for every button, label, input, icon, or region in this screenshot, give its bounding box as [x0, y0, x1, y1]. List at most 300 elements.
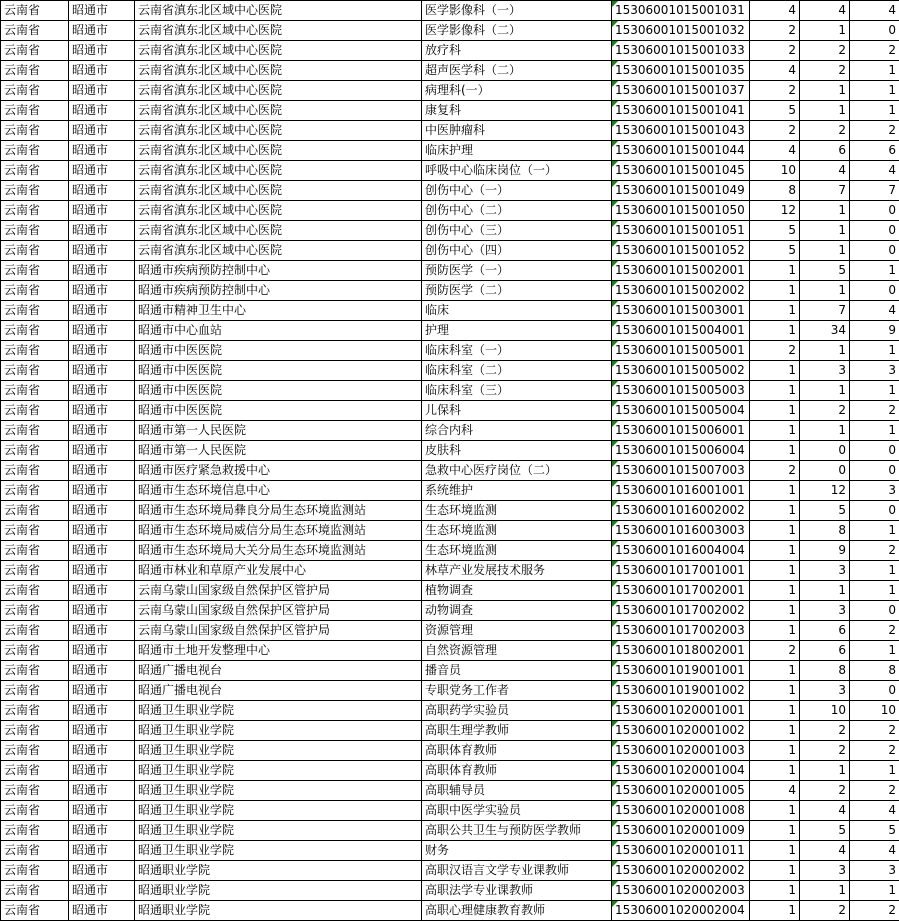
approved-cell[interactable]: 0	[850, 461, 899, 481]
province-cell[interactable]: 云南省	[1, 441, 69, 461]
unit-cell[interactable]: 昭通卫生职业学院	[135, 781, 422, 801]
city-cell[interactable]: 昭通市	[69, 821, 135, 841]
city-cell[interactable]: 昭通市	[69, 401, 135, 421]
unit-cell[interactable]: 昭通市医疗紧急救援中心	[135, 461, 422, 481]
code-cell[interactable]: 15306001015007003	[612, 461, 750, 481]
position-cell[interactable]: 高职体育教师	[422, 741, 612, 761]
city-cell[interactable]: 昭通市	[69, 581, 135, 601]
planned-count-cell[interactable]: 4	[750, 61, 800, 81]
province-cell[interactable]: 云南省	[1, 541, 69, 561]
applicants-cell[interactable]: 3	[800, 561, 850, 581]
province-cell[interactable]: 云南省	[1, 581, 69, 601]
city-cell[interactable]: 昭通市	[69, 621, 135, 641]
position-cell[interactable]: 高职辅导员	[422, 781, 612, 801]
position-cell[interactable]: 预防医学（一）	[422, 261, 612, 281]
applicants-cell[interactable]: 1	[800, 381, 850, 401]
code-cell[interactable]: 15306001015001037	[612, 81, 750, 101]
code-cell[interactable]: 15306001015001032	[612, 21, 750, 41]
applicants-cell[interactable]: 0	[800, 441, 850, 461]
code-cell[interactable]: 15306001015005004	[612, 401, 750, 421]
applicants-cell[interactable]: 2	[800, 41, 850, 61]
approved-cell[interactable]: 2	[850, 721, 899, 741]
applicants-cell[interactable]: 4	[800, 161, 850, 181]
applicants-cell[interactable]: 1	[800, 581, 850, 601]
approved-cell[interactable]: 0	[850, 441, 899, 461]
unit-cell[interactable]: 昭通广播电视台	[135, 681, 422, 701]
applicants-cell[interactable]: 0	[800, 461, 850, 481]
approved-cell[interactable]: 4	[850, 841, 899, 861]
city-cell[interactable]: 昭通市	[69, 881, 135, 901]
applicants-cell[interactable]: 1	[800, 881, 850, 901]
applicants-cell[interactable]: 1	[800, 421, 850, 441]
province-cell[interactable]: 云南省	[1, 301, 69, 321]
applicants-cell[interactable]: 5	[800, 261, 850, 281]
code-cell[interactable]: 15306001020001009	[612, 821, 750, 841]
planned-count-cell[interactable]: 1	[750, 901, 800, 921]
applicants-cell[interactable]: 2	[800, 901, 850, 921]
unit-cell[interactable]: 云南省滇东北区域中心医院	[135, 121, 422, 141]
applicants-cell[interactable]: 1	[800, 341, 850, 361]
city-cell[interactable]: 昭通市	[69, 281, 135, 301]
planned-count-cell[interactable]: 1	[750, 581, 800, 601]
unit-cell[interactable]: 昭通市中医医院	[135, 361, 422, 381]
unit-cell[interactable]: 云南省滇东北区域中心医院	[135, 241, 422, 261]
unit-cell[interactable]: 云南乌蒙山国家级自然保护区管护局	[135, 581, 422, 601]
applicants-cell[interactable]: 6	[800, 621, 850, 641]
approved-cell[interactable]: 4	[850, 161, 899, 181]
position-cell[interactable]: 动物调查	[422, 601, 612, 621]
position-cell[interactable]: 高职生理学教师	[422, 721, 612, 741]
code-cell[interactable]: 15306001015005002	[612, 361, 750, 381]
province-cell[interactable]: 云南省	[1, 361, 69, 381]
planned-count-cell[interactable]: 1	[750, 301, 800, 321]
planned-count-cell[interactable]: 4	[750, 781, 800, 801]
planned-count-cell[interactable]: 1	[750, 381, 800, 401]
code-cell[interactable]: 15306001015001041	[612, 101, 750, 121]
unit-cell[interactable]: 云南乌蒙山国家级自然保护区管护局	[135, 601, 422, 621]
city-cell[interactable]: 昭通市	[69, 161, 135, 181]
province-cell[interactable]: 云南省	[1, 661, 69, 681]
unit-cell[interactable]: 昭通市第一人民医院	[135, 421, 422, 441]
position-cell[interactable]: 财务	[422, 841, 612, 861]
code-cell[interactable]: 15306001016003003	[612, 521, 750, 541]
unit-cell[interactable]: 昭通市疾病预防控制中心	[135, 261, 422, 281]
planned-count-cell[interactable]: 1	[750, 741, 800, 761]
approved-cell[interactable]: 5	[850, 821, 899, 841]
position-cell[interactable]: 专职党务工作者	[422, 681, 612, 701]
province-cell[interactable]: 云南省	[1, 821, 69, 841]
city-cell[interactable]: 昭通市	[69, 1, 135, 21]
approved-cell[interactable]: 10	[850, 701, 899, 721]
province-cell[interactable]: 云南省	[1, 681, 69, 701]
applicants-cell[interactable]: 2	[800, 61, 850, 81]
city-cell[interactable]: 昭通市	[69, 381, 135, 401]
province-cell[interactable]: 云南省	[1, 641, 69, 661]
applicants-cell[interactable]: 6	[800, 141, 850, 161]
position-cell[interactable]: 临床科室（一）	[422, 341, 612, 361]
city-cell[interactable]: 昭通市	[69, 721, 135, 741]
position-cell[interactable]: 创伤中心（三）	[422, 221, 612, 241]
code-cell[interactable]: 15306001020001001	[612, 701, 750, 721]
province-cell[interactable]: 云南省	[1, 901, 69, 921]
city-cell[interactable]: 昭通市	[69, 181, 135, 201]
position-cell[interactable]: 临床	[422, 301, 612, 321]
position-cell[interactable]: 自然资源管理	[422, 641, 612, 661]
province-cell[interactable]: 云南省	[1, 801, 69, 821]
city-cell[interactable]: 昭通市	[69, 541, 135, 561]
applicants-cell[interactable]: 3	[800, 681, 850, 701]
province-cell[interactable]: 云南省	[1, 21, 69, 41]
approved-cell[interactable]: 0	[850, 221, 899, 241]
applicants-cell[interactable]: 5	[800, 821, 850, 841]
code-cell[interactable]: 15306001015006001	[612, 421, 750, 441]
planned-count-cell[interactable]: 1	[750, 821, 800, 841]
unit-cell[interactable]: 昭通市生态环境局彝良分局生态环境监测站	[135, 501, 422, 521]
applicants-cell[interactable]: 2	[800, 741, 850, 761]
code-cell[interactable]: 15306001015001044	[612, 141, 750, 161]
province-cell[interactable]: 云南省	[1, 321, 69, 341]
applicants-cell[interactable]: 1	[800, 21, 850, 41]
unit-cell[interactable]: 云南省滇东北区域中心医院	[135, 101, 422, 121]
city-cell[interactable]: 昭通市	[69, 601, 135, 621]
planned-count-cell[interactable]: 1	[750, 361, 800, 381]
code-cell[interactable]: 15306001017002001	[612, 581, 750, 601]
city-cell[interactable]: 昭通市	[69, 461, 135, 481]
position-cell[interactable]: 临床科室（三）	[422, 381, 612, 401]
position-cell[interactable]: 高职体育教师	[422, 761, 612, 781]
position-cell[interactable]: 超声医学科（二）	[422, 61, 612, 81]
position-cell[interactable]: 创伤中心（四）	[422, 241, 612, 261]
code-cell[interactable]: 15306001020001002	[612, 721, 750, 741]
planned-count-cell[interactable]: 1	[750, 281, 800, 301]
planned-count-cell[interactable]: 1	[750, 601, 800, 621]
approved-cell[interactable]: 1	[850, 641, 899, 661]
city-cell[interactable]: 昭通市	[69, 21, 135, 41]
city-cell[interactable]: 昭通市	[69, 841, 135, 861]
applicants-cell[interactable]: 6	[800, 641, 850, 661]
unit-cell[interactable]: 昭通市中医医院	[135, 381, 422, 401]
code-cell[interactable]: 15306001015001051	[612, 221, 750, 241]
province-cell[interactable]: 云南省	[1, 1, 69, 21]
applicants-cell[interactable]: 9	[800, 541, 850, 561]
planned-count-cell[interactable]: 1	[750, 561, 800, 581]
position-cell[interactable]: 临床科室（二）	[422, 361, 612, 381]
province-cell[interactable]: 云南省	[1, 401, 69, 421]
position-cell[interactable]: 播音员	[422, 661, 612, 681]
position-cell[interactable]: 儿保科	[422, 401, 612, 421]
position-cell[interactable]: 放疗科	[422, 41, 612, 61]
approved-cell[interactable]: 4	[850, 301, 899, 321]
applicants-cell[interactable]: 1	[800, 81, 850, 101]
position-cell[interactable]: 护理	[422, 321, 612, 341]
planned-count-cell[interactable]: 1	[750, 401, 800, 421]
unit-cell[interactable]: 云南省滇东北区域中心医院	[135, 181, 422, 201]
planned-count-cell[interactable]: 1	[750, 881, 800, 901]
city-cell[interactable]: 昭通市	[69, 501, 135, 521]
applicants-cell[interactable]: 5	[800, 501, 850, 521]
planned-count-cell[interactable]: 2	[750, 81, 800, 101]
code-cell[interactable]: 15306001020001005	[612, 781, 750, 801]
unit-cell[interactable]: 云南省滇东北区域中心医院	[135, 201, 422, 221]
planned-count-cell[interactable]: 1	[750, 721, 800, 741]
approved-cell[interactable]: 1	[850, 561, 899, 581]
code-cell[interactable]: 15306001017002002	[612, 601, 750, 621]
city-cell[interactable]: 昭通市	[69, 81, 135, 101]
position-cell[interactable]: 高职心理健康教育教师	[422, 901, 612, 921]
applicants-cell[interactable]: 7	[800, 181, 850, 201]
planned-count-cell[interactable]: 1	[750, 541, 800, 561]
planned-count-cell[interactable]: 1	[750, 261, 800, 281]
code-cell[interactable]: 15306001020002002	[612, 861, 750, 881]
code-cell[interactable]: 15306001016004004	[612, 541, 750, 561]
city-cell[interactable]: 昭通市	[69, 641, 135, 661]
applicants-cell[interactable]: 10	[800, 701, 850, 721]
code-cell[interactable]: 15306001015001043	[612, 121, 750, 141]
planned-count-cell[interactable]: 5	[750, 241, 800, 261]
city-cell[interactable]: 昭通市	[69, 441, 135, 461]
code-cell[interactable]: 15306001015001049	[612, 181, 750, 201]
province-cell[interactable]: 云南省	[1, 521, 69, 541]
province-cell[interactable]: 云南省	[1, 381, 69, 401]
position-cell[interactable]: 高职法学专业课教师	[422, 881, 612, 901]
approved-cell[interactable]: 1	[850, 381, 899, 401]
province-cell[interactable]: 云南省	[1, 181, 69, 201]
unit-cell[interactable]: 昭通卫生职业学院	[135, 701, 422, 721]
code-cell[interactable]: 15306001017001001	[612, 561, 750, 581]
planned-count-cell[interactable]: 1	[750, 841, 800, 861]
position-cell[interactable]: 生态环境监测	[422, 541, 612, 561]
unit-cell[interactable]: 昭通市生态环境局大关分局生态环境监测站	[135, 541, 422, 561]
province-cell[interactable]: 云南省	[1, 761, 69, 781]
city-cell[interactable]: 昭通市	[69, 301, 135, 321]
applicants-cell[interactable]: 2	[800, 121, 850, 141]
approved-cell[interactable]: 0	[850, 601, 899, 621]
applicants-cell[interactable]: 1	[800, 101, 850, 121]
planned-count-cell[interactable]: 1	[750, 661, 800, 681]
position-cell[interactable]: 综合内科	[422, 421, 612, 441]
applicants-cell[interactable]: 1	[800, 201, 850, 221]
unit-cell[interactable]: 昭通卫生职业学院	[135, 721, 422, 741]
applicants-cell[interactable]: 3	[800, 861, 850, 881]
city-cell[interactable]: 昭通市	[69, 341, 135, 361]
planned-count-cell[interactable]: 2	[750, 21, 800, 41]
applicants-cell[interactable]: 3	[800, 361, 850, 381]
position-cell[interactable]: 临床护理	[422, 141, 612, 161]
unit-cell[interactable]: 昭通广播电视台	[135, 661, 422, 681]
unit-cell[interactable]: 云南省滇东北区域中心医院	[135, 41, 422, 61]
unit-cell[interactable]: 昭通职业学院	[135, 861, 422, 881]
position-cell[interactable]: 急救中心医疗岗位（二）	[422, 461, 612, 481]
applicants-cell[interactable]: 4	[800, 801, 850, 821]
unit-cell[interactable]: 云南省滇东北区域中心医院	[135, 1, 422, 21]
unit-cell[interactable]: 昭通职业学院	[135, 901, 422, 921]
code-cell[interactable]: 15306001019001001	[612, 661, 750, 681]
code-cell[interactable]: 15306001017002003	[612, 621, 750, 641]
applicants-cell[interactable]: 1	[800, 241, 850, 261]
position-cell[interactable]: 中医肿瘤科	[422, 121, 612, 141]
city-cell[interactable]: 昭通市	[69, 261, 135, 281]
province-cell[interactable]: 云南省	[1, 81, 69, 101]
unit-cell[interactable]: 昭通市生态环境信息中心	[135, 481, 422, 501]
code-cell[interactable]: 15306001015004001	[612, 321, 750, 341]
planned-count-cell[interactable]: 1	[750, 481, 800, 501]
province-cell[interactable]: 云南省	[1, 41, 69, 61]
approved-cell[interactable]: 0	[850, 241, 899, 261]
applicants-cell[interactable]: 4	[800, 1, 850, 21]
code-cell[interactable]: 15306001015002002	[612, 281, 750, 301]
city-cell[interactable]: 昭通市	[69, 681, 135, 701]
position-cell[interactable]: 预防医学（二）	[422, 281, 612, 301]
province-cell[interactable]: 云南省	[1, 141, 69, 161]
city-cell[interactable]: 昭通市	[69, 421, 135, 441]
code-cell[interactable]: 15306001015005001	[612, 341, 750, 361]
province-cell[interactable]: 云南省	[1, 741, 69, 761]
approved-cell[interactable]: 0	[850, 281, 899, 301]
planned-count-cell[interactable]: 1	[750, 681, 800, 701]
planned-count-cell[interactable]: 1	[750, 621, 800, 641]
city-cell[interactable]: 昭通市	[69, 561, 135, 581]
position-cell[interactable]: 高职中医学实验员	[422, 801, 612, 821]
planned-count-cell[interactable]: 1	[750, 501, 800, 521]
code-cell[interactable]: 15306001015001050	[612, 201, 750, 221]
province-cell[interactable]: 云南省	[1, 861, 69, 881]
approved-cell[interactable]: 0	[850, 501, 899, 521]
unit-cell[interactable]: 昭通市中医医院	[135, 401, 422, 421]
position-cell[interactable]: 高职公共卫生与预防医学教师	[422, 821, 612, 841]
province-cell[interactable]: 云南省	[1, 261, 69, 281]
unit-cell[interactable]: 昭通卫生职业学院	[135, 761, 422, 781]
approved-cell[interactable]: 4	[850, 801, 899, 821]
city-cell[interactable]: 昭通市	[69, 861, 135, 881]
code-cell[interactable]: 15306001015006004	[612, 441, 750, 461]
approved-cell[interactable]: 2	[850, 741, 899, 761]
province-cell[interactable]: 云南省	[1, 721, 69, 741]
approved-cell[interactable]: 1	[850, 421, 899, 441]
planned-count-cell[interactable]: 4	[750, 1, 800, 21]
code-cell[interactable]: 15306001015001052	[612, 241, 750, 261]
city-cell[interactable]: 昭通市	[69, 121, 135, 141]
approved-cell[interactable]: 2	[850, 901, 899, 921]
unit-cell[interactable]: 昭通市土地开发整理中心	[135, 641, 422, 661]
city-cell[interactable]: 昭通市	[69, 701, 135, 721]
applicants-cell[interactable]: 12	[800, 481, 850, 501]
province-cell[interactable]: 云南省	[1, 781, 69, 801]
approved-cell[interactable]: 2	[850, 781, 899, 801]
applicants-cell[interactable]: 1	[800, 761, 850, 781]
approved-cell[interactable]: 4	[850, 1, 899, 21]
approved-cell[interactable]: 1	[850, 61, 899, 81]
province-cell[interactable]: 云南省	[1, 121, 69, 141]
code-cell[interactable]: 15306001015001045	[612, 161, 750, 181]
planned-count-cell[interactable]: 2	[750, 341, 800, 361]
city-cell[interactable]: 昭通市	[69, 481, 135, 501]
code-cell[interactable]: 15306001015001035	[612, 61, 750, 81]
planned-count-cell[interactable]: 2	[750, 641, 800, 661]
unit-cell[interactable]: 云南省滇东北区域中心医院	[135, 61, 422, 81]
planned-count-cell[interactable]: 1	[750, 701, 800, 721]
province-cell[interactable]: 云南省	[1, 701, 69, 721]
code-cell[interactable]: 15306001016002002	[612, 501, 750, 521]
province-cell[interactable]: 云南省	[1, 241, 69, 261]
planned-count-cell[interactable]: 5	[750, 221, 800, 241]
position-cell[interactable]: 创伤中心（二）	[422, 201, 612, 221]
province-cell[interactable]: 云南省	[1, 61, 69, 81]
province-cell[interactable]: 云南省	[1, 101, 69, 121]
approved-cell[interactable]: 2	[850, 621, 899, 641]
province-cell[interactable]: 云南省	[1, 281, 69, 301]
province-cell[interactable]: 云南省	[1, 341, 69, 361]
code-cell[interactable]: 15306001020002003	[612, 881, 750, 901]
planned-count-cell[interactable]: 1	[750, 441, 800, 461]
planned-count-cell[interactable]: 1	[750, 321, 800, 341]
applicants-cell[interactable]: 8	[800, 521, 850, 541]
approved-cell[interactable]: 0	[850, 21, 899, 41]
applicants-cell[interactable]: 2	[800, 721, 850, 741]
code-cell[interactable]: 15306001020001004	[612, 761, 750, 781]
code-cell[interactable]: 15306001015002001	[612, 261, 750, 281]
planned-count-cell[interactable]: 1	[750, 761, 800, 781]
unit-cell[interactable]: 昭通市生态环境局威信分局生态环境监测站	[135, 521, 422, 541]
planned-count-cell[interactable]: 4	[750, 141, 800, 161]
planned-count-cell[interactable]: 1	[750, 421, 800, 441]
applicants-cell[interactable]: 2	[800, 401, 850, 421]
province-cell[interactable]: 云南省	[1, 461, 69, 481]
unit-cell[interactable]: 昭通卫生职业学院	[135, 801, 422, 821]
planned-count-cell[interactable]: 12	[750, 201, 800, 221]
planned-count-cell[interactable]: 8	[750, 181, 800, 201]
position-cell[interactable]: 系统维护	[422, 481, 612, 501]
unit-cell[interactable]: 云南省滇东北区域中心医院	[135, 21, 422, 41]
city-cell[interactable]: 昭通市	[69, 41, 135, 61]
position-cell[interactable]: 呼吸中心临床岗位（一）	[422, 161, 612, 181]
approved-cell[interactable]: 1	[850, 581, 899, 601]
code-cell[interactable]: 15306001015001031	[612, 1, 750, 21]
city-cell[interactable]: 昭通市	[69, 201, 135, 221]
city-cell[interactable]: 昭通市	[69, 321, 135, 341]
position-cell[interactable]: 病理科(一）	[422, 81, 612, 101]
position-cell[interactable]: 高职汉语言文学专业课教师	[422, 861, 612, 881]
approved-cell[interactable]: 2	[850, 121, 899, 141]
approved-cell[interactable]: 0	[850, 201, 899, 221]
code-cell[interactable]: 15306001018002001	[612, 641, 750, 661]
province-cell[interactable]: 云南省	[1, 161, 69, 181]
city-cell[interactable]: 昭通市	[69, 221, 135, 241]
province-cell[interactable]: 云南省	[1, 621, 69, 641]
unit-cell[interactable]: 昭通卫生职业学院	[135, 841, 422, 861]
applicants-cell[interactable]: 2	[800, 781, 850, 801]
applicants-cell[interactable]: 34	[800, 321, 850, 341]
applicants-cell[interactable]: 4	[800, 841, 850, 861]
planned-count-cell[interactable]: 2	[750, 41, 800, 61]
planned-count-cell[interactable]: 1	[750, 521, 800, 541]
city-cell[interactable]: 昭通市	[69, 781, 135, 801]
approved-cell[interactable]: 2	[850, 541, 899, 561]
position-cell[interactable]: 植物调查	[422, 581, 612, 601]
province-cell[interactable]: 云南省	[1, 421, 69, 441]
unit-cell[interactable]: 云南省滇东北区域中心医院	[135, 221, 422, 241]
city-cell[interactable]: 昭通市	[69, 661, 135, 681]
planned-count-cell[interactable]: 5	[750, 101, 800, 121]
approved-cell[interactable]: 1	[850, 881, 899, 901]
city-cell[interactable]: 昭通市	[69, 761, 135, 781]
approved-cell[interactable]: 3	[850, 861, 899, 881]
city-cell[interactable]: 昭通市	[69, 521, 135, 541]
unit-cell[interactable]: 昭通卫生职业学院	[135, 821, 422, 841]
applicants-cell[interactable]: 7	[800, 301, 850, 321]
position-cell[interactable]: 生态环境监测	[422, 521, 612, 541]
unit-cell[interactable]: 昭通市第一人民医院	[135, 441, 422, 461]
position-cell[interactable]: 生态环境监测	[422, 501, 612, 521]
